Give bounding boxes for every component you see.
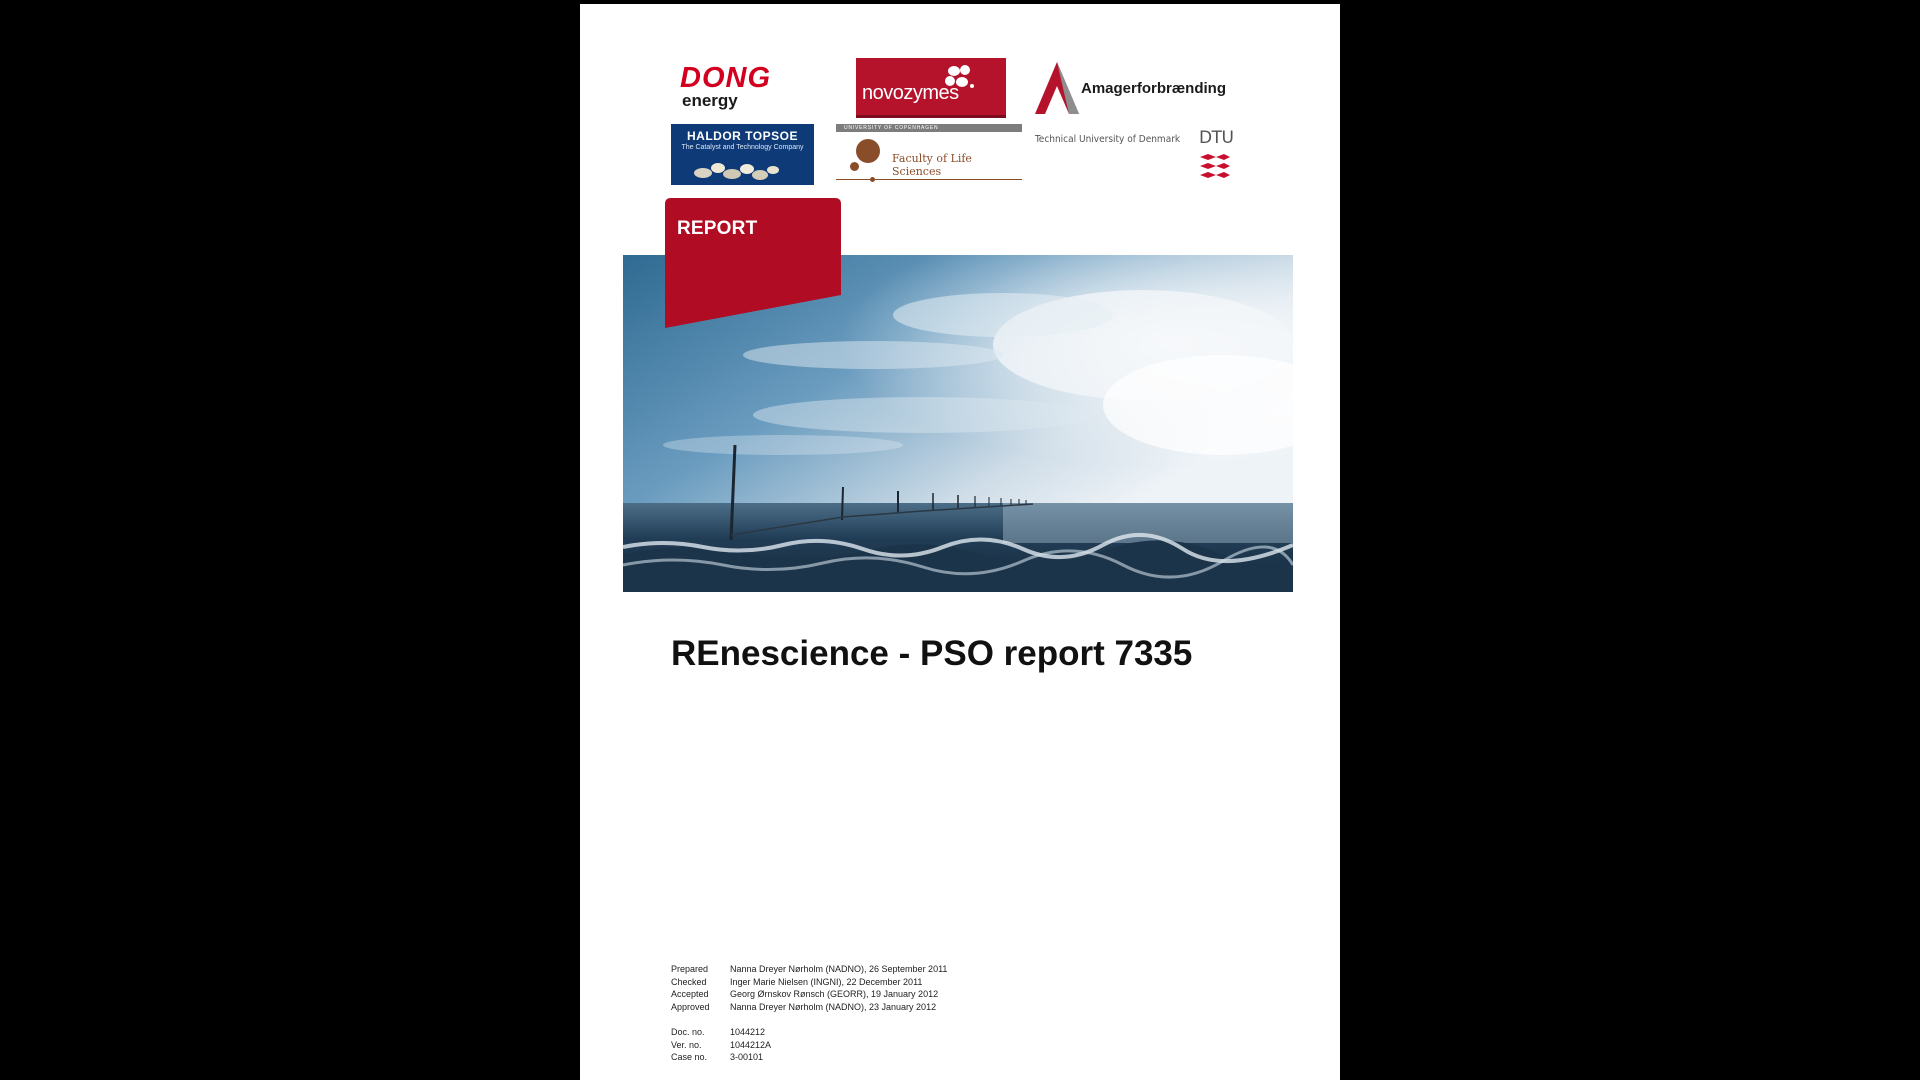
- document-page: [580, 4, 1340, 1080]
- topsoe-logo-text: HALDOR TOPSOE: [687, 129, 798, 143]
- approval-row-prepared: Prepared Nanna Dreyer Nørholm (NADNO), 26 September 2011: [671, 964, 948, 974]
- doc-info-row-case-no: Case no. 3-00101: [671, 1052, 764, 1063]
- approval-row-checked: Checked Inger Marie Nielsen (INGNI), 22 December 2011: [671, 976, 923, 987]
- ku-header-text: UNIVERSITY OF COPENHAGEN: [844, 125, 939, 131]
- novozymes-logo: [856, 58, 1006, 118]
- dong-logo-text: DONG: [680, 62, 771, 94]
- amagerforbraending-logo: [1035, 60, 1235, 116]
- document-title: REnescience - PSO report 7335: [671, 634, 1193, 673]
- haldor-topsoe-logo: [671, 124, 814, 185]
- ku-seal-icon: [856, 139, 880, 163]
- report-label: REPORT: [677, 218, 758, 239]
- amager-logo-text: Amagerforbrænding: [1081, 80, 1227, 97]
- dtu-name-text: Technical University of Denmark: [1035, 134, 1181, 145]
- approval-row-accepted: Accepted Georg Ørnskov Rønsch (GEORR), 19 January 2012: [671, 989, 939, 1000]
- university-of-copenhagen-logo: [836, 124, 1022, 186]
- doc-info-row-doc-no: Doc. no. 1044212: [671, 1026, 766, 1037]
- dtu-logo: [1035, 128, 1235, 186]
- approval-row-approved: Approved Nanna Dreyer Nørholm (NADNO), 23 January 2012: [671, 1002, 937, 1013]
- amager-a-icon: [1035, 62, 1079, 114]
- topsoe-tagline: The Catalyst and Technology Company: [681, 144, 804, 151]
- document-metadata: [671, 963, 947, 1064]
- dong-logo-subtext: energy: [682, 91, 738, 110]
- dtu-mark-text: DTU: [1199, 128, 1234, 148]
- dong-energy-logo: [680, 64, 820, 116]
- catalyst-pellets-icon: [685, 156, 795, 182]
- dtu-waves-icon: [1198, 153, 1232, 183]
- doc-info-row-ver-no: Ver. no. 1044212A: [671, 1039, 772, 1050]
- novozymes-logo-text: novozymes: [862, 82, 959, 104]
- ku-faculty-text: Faculty of Life Sciences: [892, 152, 972, 178]
- report-label-tab: [665, 198, 841, 328]
